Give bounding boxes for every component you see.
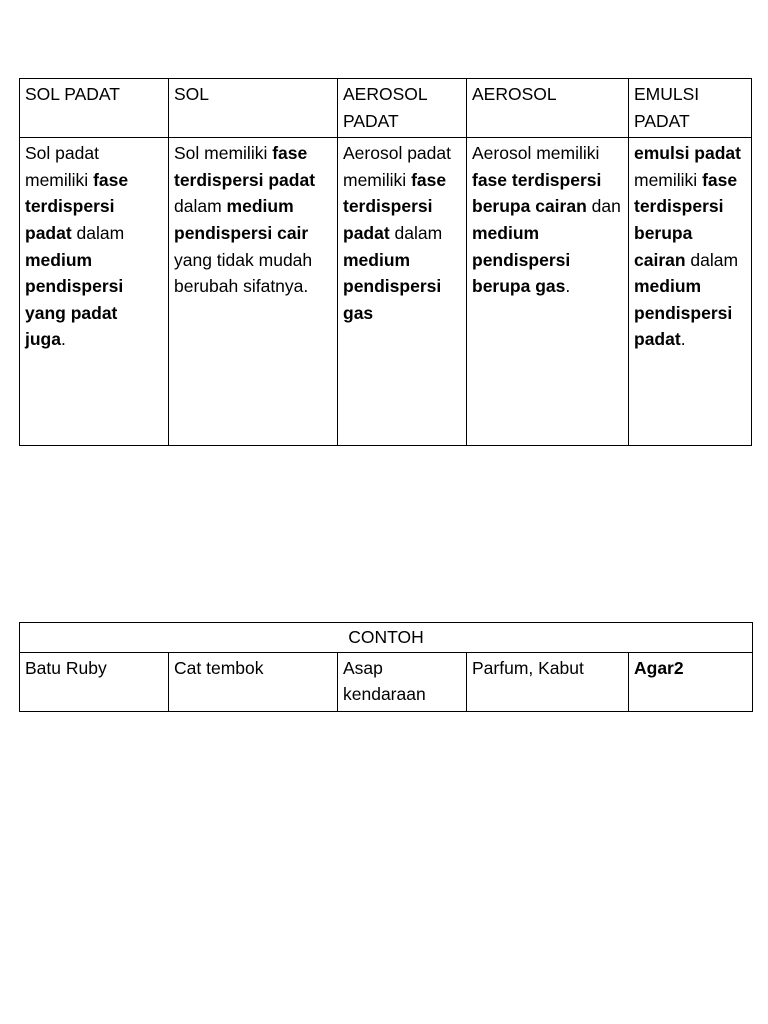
examples-title-row bbox=[20, 623, 753, 653]
header-cell-emulsi-padat: EMULSI PADAT bbox=[629, 79, 752, 138]
bold-text-run: fase terdispersi berupa cairan bbox=[472, 169, 602, 217]
header-cell-aerosol-padat: AEROSOL PADAT bbox=[338, 79, 467, 138]
text-run: memiliki bbox=[634, 169, 703, 190]
text-run: Aerosol memiliki bbox=[472, 143, 600, 164]
text-run: yang tidak mudah berubah sifatnya. bbox=[174, 249, 313, 297]
description-cell-aerosol-padat bbox=[338, 138, 467, 446]
text-run: Cat tembok bbox=[174, 657, 264, 678]
text-run: Aerosol padat memiliki bbox=[343, 143, 451, 190]
example-cell-emulsi-padat bbox=[629, 652, 753, 711]
header-cell-aerosol: AEROSOL bbox=[467, 79, 629, 138]
bold-text-run: fase terdispersi berupa cairan bbox=[634, 169, 738, 270]
description-cell-sol-padat bbox=[20, 138, 169, 446]
bold-text-run: fase terdispersi padat bbox=[174, 143, 316, 190]
text-run: Asap kendaraan bbox=[343, 657, 426, 705]
bold-text-run: medium pendispersi berupa gas bbox=[472, 222, 571, 297]
bold-text-run: medium pendispersi cair bbox=[174, 196, 309, 243]
text-run: Sol padat memiliki bbox=[25, 143, 99, 190]
bold-text-run: fase terdispersi padat bbox=[343, 169, 447, 243]
text-run: . bbox=[565, 276, 571, 297]
header-cell-sol-padat: SOL PADAT bbox=[20, 79, 169, 138]
example-cell-sol-padat bbox=[20, 652, 169, 711]
examples-row bbox=[20, 652, 753, 711]
text-run: dalam bbox=[71, 222, 125, 243]
description-row bbox=[20, 138, 752, 446]
definitions-table bbox=[19, 78, 752, 446]
bold-text-run: emulsi padat bbox=[634, 143, 741, 164]
text-run: dalam bbox=[174, 196, 227, 217]
example-cell-aerosol bbox=[467, 652, 629, 711]
bold-text-run: fase terdispersi padat bbox=[25, 169, 129, 243]
text-run: . bbox=[60, 329, 66, 350]
bold-text-run: Agar2 bbox=[634, 657, 684, 678]
header-cell-sol: SOL bbox=[169, 79, 338, 138]
bold-text-run: medium pendispersi yang padat juga bbox=[25, 249, 124, 350]
description-cell-emulsi-padat bbox=[629, 138, 752, 446]
text-run: dan bbox=[586, 196, 621, 217]
text-run: Parfum, Kabut bbox=[472, 657, 584, 678]
examples-title: CONTOH bbox=[20, 623, 753, 653]
text-run: dalam bbox=[389, 222, 443, 243]
description-cell-aerosol bbox=[467, 138, 629, 446]
text-run: Batu Ruby bbox=[25, 657, 107, 678]
header-row bbox=[20, 79, 752, 138]
examples-table bbox=[19, 622, 753, 712]
text-run: dalam bbox=[685, 249, 739, 270]
text-run: . bbox=[680, 329, 686, 350]
bold-text-run: medium pendispersi padat bbox=[634, 276, 733, 350]
description-cell-sol bbox=[169, 138, 338, 446]
text-run: Sol memiliki bbox=[174, 143, 273, 164]
example-cell-sol bbox=[169, 652, 338, 711]
example-cell-aerosol-padat bbox=[338, 652, 467, 711]
bold-text-run: medium pendispersi gas bbox=[343, 249, 442, 323]
